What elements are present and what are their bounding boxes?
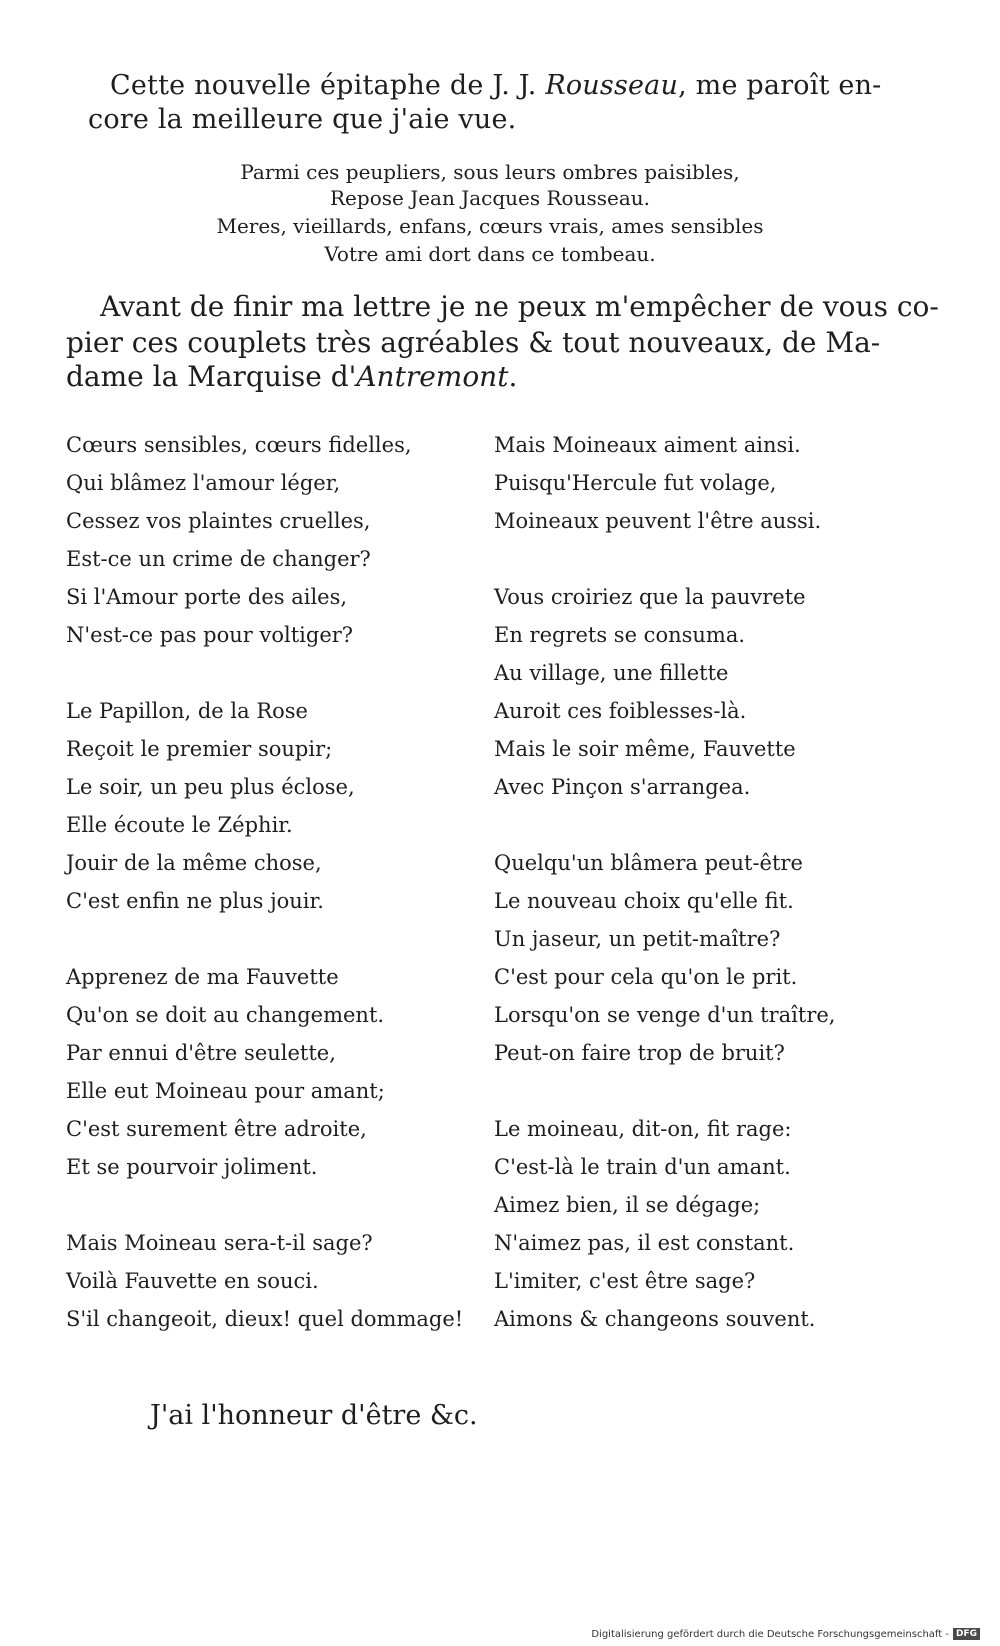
verse-line: S'il changeoit, dieux! quel dommage! [66, 1307, 464, 1331]
epitaph-line-2: Repose Jean Jacques Rousseau. [330, 186, 650, 210]
epitaph-line-4: Votre ami dort dans ce tombeau. [324, 242, 656, 266]
verse-line: C'est surement être adroite, [66, 1117, 367, 1141]
verse-line: Mais Moineaux aiment ainsi. [494, 433, 801, 457]
lead-line-3 [66, 360, 517, 393]
verse-line: Moineaux peuvent l'être aussi. [494, 509, 822, 533]
verse-line [494, 1072, 835, 1110]
verse-line: L'imiter, c'est être sage? [494, 1269, 756, 1293]
intro-line-1 [110, 70, 882, 101]
verse-line: Cessez vos plaintes cruelles, [66, 509, 371, 533]
verse-line: Quelqu'un blâmera peut-être [494, 851, 803, 875]
intro-text-end: , me paroît en- [678, 70, 882, 101]
verse-line [66, 654, 463, 692]
verse-line: Qui blâmez l'amour léger, [66, 471, 341, 495]
digitization-footer [591, 1628, 980, 1640]
lead-line-2: pier ces couplets très agréables & tout nouveaux, de Ma- [66, 326, 881, 359]
verse-line: Apprenez de ma Fauvette [66, 965, 339, 989]
verse-line: Et se pourvoir joliment. [66, 1155, 318, 1179]
footer-text: Digitalisierung gefördert durch die Deutsche Forschungsgemeinschaft - [591, 1628, 949, 1640]
verse-line: Elle écoute le Zéphir. [66, 813, 293, 837]
closing-line: J'ai l'honneur d'être &c. [150, 1400, 478, 1431]
verse-line: Reçoit le premier soupir; [66, 737, 333, 761]
verse-line: Voilà Fauvette en souci. [66, 1269, 319, 1293]
lead-name: Antremont [356, 360, 509, 393]
verse-line: Le soir, un peu plus éclose, [66, 775, 355, 799]
verse-line: Vous croiriez que la pauvrete [494, 585, 806, 609]
epitaph-line-1: Parmi ces peupliers, sous leurs ombres paisibles, [240, 160, 740, 184]
verse-line [66, 1186, 463, 1224]
intro-text: Cette nouvelle épitaphe de J. J. [110, 70, 546, 101]
verse-line: Aimons & changeons souvent. [494, 1307, 816, 1331]
verse-line: Si l'Amour porte des ailes, [66, 585, 348, 609]
left-verse-column [66, 426, 463, 1338]
lead-text: dame la Marquise d' [66, 360, 357, 393]
verse-line [66, 920, 463, 958]
verse-line: C'est-là le train d'un amant. [494, 1155, 791, 1179]
verse-line: Puisqu'Hercule fut volage, [494, 471, 777, 495]
verse-line: Au village, une fillette [494, 661, 729, 685]
dfg-logo: DFG [953, 1628, 980, 1640]
intro-name: Rousseau [545, 70, 679, 101]
verse-line: Jouir de la même chose, [66, 851, 322, 875]
verse-line: Cœurs sensibles, cœurs fidelles, [66, 433, 412, 457]
epitaph-line-3: Meres, vieillards, enfans, cœurs vrais, ames sensibles [216, 214, 764, 238]
verse-line: Aimez bien, il se dégage; [494, 1193, 761, 1217]
verse-line: Qu'on se doit au changement. [66, 1003, 385, 1027]
verse-line: Peut-on faire trop de bruit? [494, 1041, 785, 1065]
verse-line: Le moineau, dit-on, fit rage: [494, 1117, 792, 1141]
verse-line: Le Papillon, de la Rose [66, 699, 308, 723]
verse-line: Avec Pinçon s'arrangea. [494, 775, 751, 799]
verse-line: Elle eut Moineau pour amant; [66, 1079, 385, 1103]
right-verse-column [494, 426, 835, 1338]
verse-line: Un jaseur, un petit-maître? [494, 927, 781, 951]
lead-period: . [508, 360, 518, 393]
intro-line-2: core la meilleure que j'aie vue. [88, 104, 517, 135]
verse-line: Le nouveau choix qu'elle fit. [494, 889, 794, 913]
verse-line: Par ennui d'être seulette, [66, 1041, 336, 1065]
verse-line: En regrets se consuma. [494, 623, 746, 647]
lead-line-1: Avant de finir ma lettre je ne peux m'empêcher de vous co- [100, 290, 939, 323]
verse-line: C'est pour cela qu'on le prit. [494, 965, 798, 989]
verse-line: Mais le soir même, Fauvette [494, 737, 796, 761]
verse-line: Lorsqu'on se venge d'un traître, [494, 1003, 836, 1027]
verse-line: C'est enfin ne plus jouir. [66, 889, 324, 913]
verse-line: N'aimez pas, il est constant. [494, 1231, 795, 1255]
verse-line: Mais Moineau sera-t-il sage? [66, 1231, 373, 1255]
verse-line: Auroit ces foiblesses-là. [494, 699, 747, 723]
verse-line: N'est-ce pas pour voltiger? [66, 623, 354, 647]
verse-line [494, 806, 835, 844]
verse-line [494, 540, 835, 578]
verse-line: Est-ce un crime de changer? [66, 547, 371, 571]
